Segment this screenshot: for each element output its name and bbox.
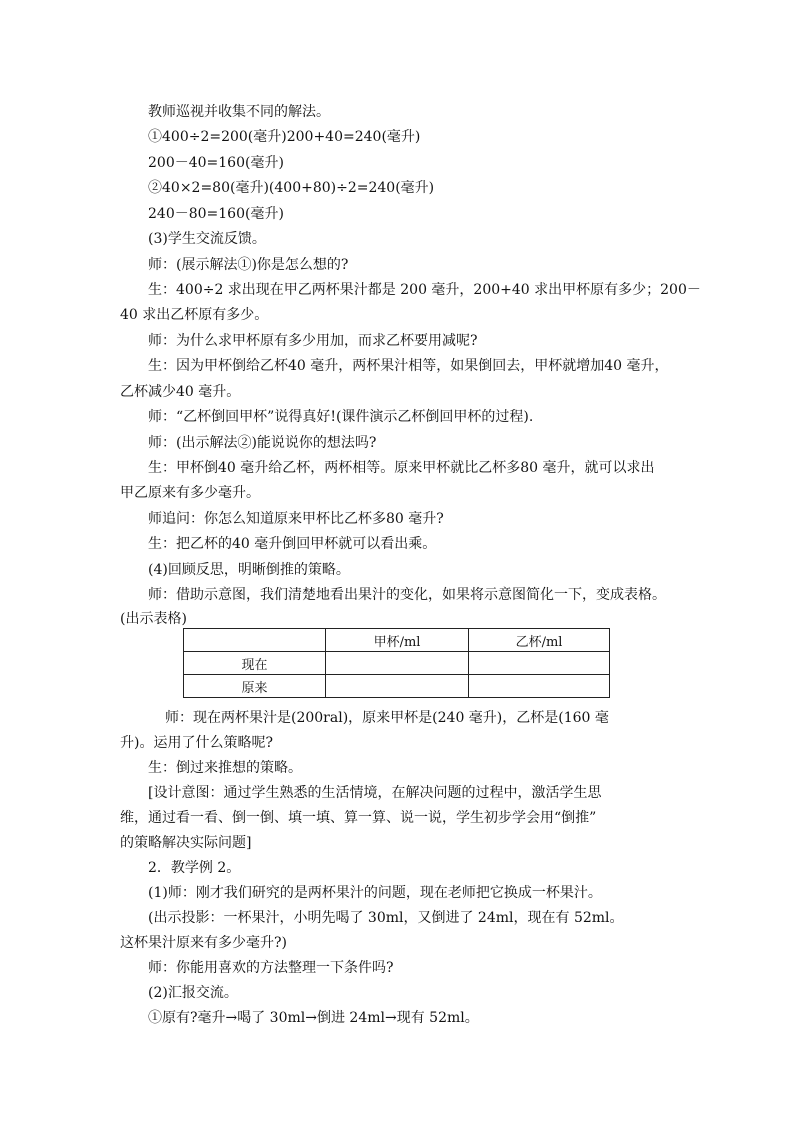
text-line: (出示表格) — [120, 611, 187, 627]
text-line: 生：倒过来推想的策略。 — [148, 760, 302, 776]
table-cell — [326, 652, 469, 675]
table-cell: 原来 — [184, 675, 326, 698]
text-line: ①原有?毫升→喝了 30ml→倒进 24ml→现有 52ml。 — [148, 1010, 479, 1026]
table-header-row — [184, 629, 610, 652]
text-line: ①400÷2=200(毫升)200+40=240(毫升) — [148, 129, 421, 145]
text-line: 师：现在两杯果汁是(200ral)，原来甲杯是(240 毫升)，乙杯是(160 毫 — [165, 710, 609, 726]
text-line: 甲乙原来有多少毫升。 — [120, 485, 260, 501]
text-line: 240－80=160(毫升) — [148, 206, 284, 222]
text-line: 乙杯减少40 毫升。 — [120, 384, 241, 400]
text-line: [设计意图：通过学生熟悉的生活情境，在解决问题的过程中，激活学生思 — [148, 785, 602, 801]
table-row — [184, 675, 610, 698]
text-line: 2．教学例 2。 — [148, 860, 241, 876]
text-line: (1)师：刚才我们研究的是两杯果汁的问题，现在老师把它换成一杯果汁。 — [148, 885, 602, 901]
text-line: 的策略解决实际问题] — [120, 835, 252, 851]
text-line: 师：“乙杯倒回甲杯”说得真好!(课件演示乙杯倒回甲杯的过程). — [148, 409, 534, 425]
text-line: ②40×2=80(毫升)(400+80)÷2=240(毫升) — [148, 180, 435, 196]
text-line: 师：借助示意图，我们清楚地看出果汁的变化，如果将示意图简化一下，变成表格。 — [148, 587, 666, 603]
text-line: 生：把乙杯的40 毫升倒回甲杯就可以看出乘。 — [148, 536, 437, 552]
table-row — [184, 652, 610, 675]
text-line: 师：为什么求甲杯原有多少用加，而求乙杯要用减呢? — [148, 333, 478, 349]
text-line: (2)汇报交流。 — [148, 985, 238, 1001]
text-line: 生：因为甲杯倒给乙杯40 毫升，两杯果汁相等，如果倒回去，甲杯就增加40 毫升， — [148, 358, 669, 374]
text-line: 教师巡视并收集不同的解法。 — [148, 104, 330, 120]
table-header-cell — [184, 629, 326, 652]
table-cell — [469, 652, 610, 675]
text-line: 师：你能用喜欢的方法整理一下条件吗? — [148, 960, 394, 976]
text-line: 维，通过看一看、倒一倒、填一填、算一算、说一说，学生初步学会用“倒推” — [120, 810, 597, 826]
text-line: 师：(出示解法②)能说说你的想法吗? — [148, 435, 377, 451]
text-line: 师追问：你怎么知道原来甲杯比乙杯多80 毫升? — [148, 511, 444, 527]
table-header-cell: 乙杯/ml — [469, 629, 610, 652]
text-line: 生：甲杯倒40 毫升给乙杯，两杯相等。原来甲杯就比乙杯多80 毫升，就可以求出 — [148, 460, 655, 476]
data-table — [183, 628, 610, 698]
table-cell: 现在 — [184, 652, 326, 675]
text-line: 生：400÷2 求出现在甲乙两杯果汁都是 200 毫升，200+40 求出甲杯原有多少；200－ — [148, 282, 701, 298]
text-line: 师：(展示解法①)你是怎么想的? — [148, 257, 349, 273]
text-line: 升)。运用了什么策略呢? — [120, 735, 273, 751]
text-line: 这杯果汁原来有多少毫升?) — [120, 935, 287, 951]
text-line: (3)学生交流反馈。 — [148, 231, 266, 247]
text-line: (出示投影：一杯果汁，小明先喝了 30ml，又倒进了 24ml，现在有 52ml。 — [148, 910, 624, 926]
text-line: 200－40=160(毫升) — [148, 155, 284, 171]
table-cell — [326, 675, 469, 698]
text-line: (4)回顾反思，明晰倒推的策略。 — [148, 562, 350, 578]
table-cell — [469, 675, 610, 698]
table-header-cell: 甲杯/ml — [326, 629, 469, 652]
text-line: 40 求出乙杯原有多少。 — [120, 307, 269, 323]
